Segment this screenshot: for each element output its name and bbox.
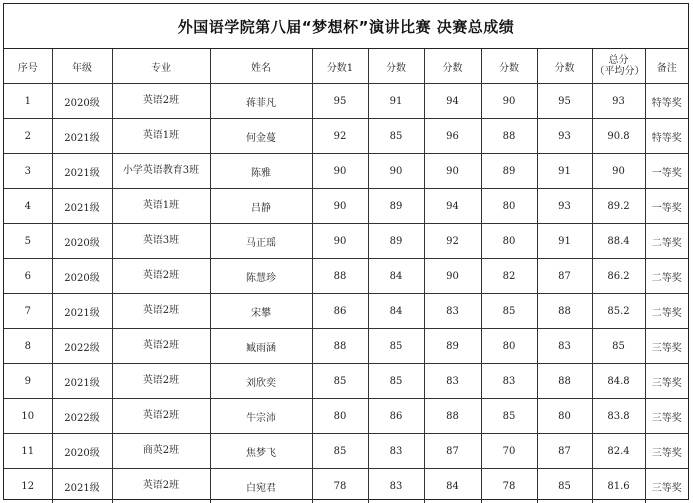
major-text: 英语1班 [143, 200, 179, 213]
cell-grade: 2020级 [52, 434, 112, 469]
cell-major [112, 469, 210, 503]
cell-index: 12 [4, 469, 52, 503]
cell-major [112, 189, 210, 224]
cell-major [112, 294, 210, 329]
cell-score5: 93 [537, 189, 592, 224]
cell-score1: 85 [312, 364, 368, 399]
cell-total: 89.2 [592, 189, 645, 224]
table-row [4, 84, 688, 119]
cell-score3: 90 [424, 259, 481, 294]
cell-major [112, 259, 210, 294]
cell-score1: 92 [312, 119, 368, 154]
cell-score3: 87 [424, 434, 481, 469]
cell-score5: 87 [537, 434, 592, 469]
cell-major [112, 329, 210, 364]
table-row [4, 469, 688, 503]
cell-grade: 2022级 [52, 329, 112, 364]
cell-score3: 84 [424, 469, 481, 503]
cell-score5: 95 [537, 84, 592, 119]
cell-index: 11 [4, 434, 52, 469]
header-score1: 分数1 [312, 49, 368, 84]
cell-score3: 83 [424, 294, 481, 329]
cell-score2: 91 [368, 84, 424, 119]
cell-score5: 93 [537, 119, 592, 154]
cell-index: 9 [4, 364, 52, 399]
cell-index: 10 [4, 399, 52, 434]
header-row [4, 49, 688, 84]
cell-grade: 2020级 [52, 259, 112, 294]
cell-name: 刘欣奕 [210, 364, 312, 399]
cell-total: 88.4 [592, 224, 645, 259]
cell-name: 吕静 [210, 189, 312, 224]
cell-index: 8 [4, 329, 52, 364]
cell-score2: 89 [368, 189, 424, 224]
cell-major [112, 224, 210, 259]
cell-remark: 二等奖 [645, 259, 688, 294]
cell-score4: 78 [481, 469, 537, 503]
header-major: 专业 [112, 49, 210, 84]
cell-major [112, 154, 210, 189]
cell-score4: 90 [481, 84, 537, 119]
table-row [4, 364, 688, 399]
major-text: 小学英语教育3班 [123, 165, 199, 178]
cell-grade: 2021级 [52, 294, 112, 329]
cell-score5: 85 [537, 469, 592, 503]
cell-index: 6 [4, 259, 52, 294]
major-text: 英语2班 [143, 270, 179, 283]
cell-score1: 78 [312, 469, 368, 503]
header-score5: 分数 [537, 49, 592, 84]
cell-grade: 2022级 [52, 399, 112, 434]
cell-score5: 80 [537, 399, 592, 434]
cell-score4: 89 [481, 154, 537, 189]
results-table [4, 49, 688, 503]
major-text: 商英2班 [143, 445, 179, 458]
page-title: 外国语学院第八届“梦想杯”演讲比赛 决赛总成绩 [4, 4, 688, 49]
cell-grade: 2020级 [52, 84, 112, 119]
cell-total: 90.8 [592, 119, 645, 154]
cell-grade: 2021级 [52, 154, 112, 189]
cell-score1: 86 [312, 294, 368, 329]
header-total [592, 49, 645, 84]
cell-name: 白宛君 [210, 469, 312, 503]
major-text: 英语2班 [143, 95, 179, 108]
cell-remark: 特等奖 [645, 119, 688, 154]
major-text: 英语3班 [143, 235, 179, 248]
cell-grade: 2021级 [52, 119, 112, 154]
cell-score4: 85 [481, 294, 537, 329]
cell-total: 85 [592, 329, 645, 364]
major-text: 英语1班 [143, 130, 179, 143]
cell-name: 陈慧珍 [210, 259, 312, 294]
cell-score2: 83 [368, 469, 424, 503]
cell-score1: 95 [312, 84, 368, 119]
header-index: 序号 [4, 49, 52, 84]
table-row [4, 154, 688, 189]
cell-score1: 85 [312, 434, 368, 469]
cell-score3: 94 [424, 84, 481, 119]
cell-score1: 88 [312, 329, 368, 364]
cell-name: 宋攀 [210, 294, 312, 329]
header-score2: 分数 [368, 49, 424, 84]
cell-score2: 84 [368, 294, 424, 329]
cell-total: 81.6 [592, 469, 645, 503]
cell-total: 83.8 [592, 399, 645, 434]
table-row [4, 119, 688, 154]
cell-score1: 90 [312, 189, 368, 224]
header-score4: 分数 [481, 49, 537, 84]
cell-score2: 86 [368, 399, 424, 434]
table-row [4, 329, 688, 364]
cell-major [112, 84, 210, 119]
cell-score3: 89 [424, 329, 481, 364]
results-body [4, 84, 688, 503]
major-text: 英语2班 [143, 410, 179, 423]
table-row [4, 259, 688, 294]
cell-score4: 82 [481, 259, 537, 294]
cell-score4: 70 [481, 434, 537, 469]
cell-index: 1 [4, 84, 52, 119]
cell-score2: 83 [368, 434, 424, 469]
cell-score4: 80 [481, 329, 537, 364]
header-score3: 分数 [424, 49, 481, 84]
cell-remark: 三等奖 [645, 434, 688, 469]
cell-score1: 88 [312, 259, 368, 294]
cell-index: 5 [4, 224, 52, 259]
cell-score4: 80 [481, 224, 537, 259]
cell-grade: 2021级 [52, 364, 112, 399]
cell-score5: 83 [537, 329, 592, 364]
cell-score3: 88 [424, 399, 481, 434]
cell-score4: 85 [481, 399, 537, 434]
cell-total: 93 [592, 84, 645, 119]
cell-total: 86.2 [592, 259, 645, 294]
cell-total: 82.4 [592, 434, 645, 469]
cell-remark: 二等奖 [645, 224, 688, 259]
cell-name: 蒋菲凡 [210, 84, 312, 119]
cell-score2: 85 [368, 119, 424, 154]
cell-score3: 90 [424, 154, 481, 189]
cell-score2: 85 [368, 329, 424, 364]
cell-grade: 2021级 [52, 469, 112, 503]
cell-major [112, 364, 210, 399]
cell-grade: 2020级 [52, 224, 112, 259]
cell-remark: 三等奖 [645, 364, 688, 399]
table-row [4, 189, 688, 224]
header-name: 姓名 [210, 49, 312, 84]
table-row [4, 434, 688, 469]
cell-score4: 88 [481, 119, 537, 154]
cell-grade: 2021级 [52, 189, 112, 224]
cell-name: 马正瑶 [210, 224, 312, 259]
cell-major [112, 434, 210, 469]
cell-index: 3 [4, 154, 52, 189]
cell-total: 84.8 [592, 364, 645, 399]
header-grade: 年级 [52, 49, 112, 84]
cell-score1: 90 [312, 224, 368, 259]
cell-score2: 85 [368, 364, 424, 399]
cell-score3: 83 [424, 364, 481, 399]
cell-score4: 83 [481, 364, 537, 399]
cell-score5: 88 [537, 294, 592, 329]
cell-score1: 90 [312, 154, 368, 189]
cell-score1: 80 [312, 399, 368, 434]
header-total-sub: （平均分） [595, 66, 643, 78]
cell-remark: 一等奖 [645, 189, 688, 224]
header-total-label: 总分 [595, 55, 643, 67]
table-row [4, 224, 688, 259]
cell-major [112, 399, 210, 434]
major-text: 英语2班 [143, 305, 179, 318]
cell-index: 2 [4, 119, 52, 154]
cell-index: 7 [4, 294, 52, 329]
cell-name: 何金蔓 [210, 119, 312, 154]
table-row [4, 399, 688, 434]
cell-remark: 二等奖 [645, 294, 688, 329]
cell-major [112, 119, 210, 154]
header-remark: 备注 [645, 49, 688, 84]
cell-remark: 三等奖 [645, 399, 688, 434]
cell-name: 焦梦飞 [210, 434, 312, 469]
cell-total: 90 [592, 154, 645, 189]
cell-score2: 84 [368, 259, 424, 294]
cell-name: 臧雨涵 [210, 329, 312, 364]
cell-remark: 三等奖 [645, 329, 688, 364]
cell-score3: 92 [424, 224, 481, 259]
cell-score2: 89 [368, 224, 424, 259]
major-text: 英语2班 [143, 480, 179, 493]
cell-score5: 91 [537, 154, 592, 189]
table-row [4, 294, 688, 329]
cell-remark: 特等奖 [645, 84, 688, 119]
major-text: 英语2班 [143, 340, 179, 353]
cell-score5: 87 [537, 259, 592, 294]
cell-score5: 91 [537, 224, 592, 259]
cell-score4: 80 [481, 189, 537, 224]
cell-score3: 96 [424, 119, 481, 154]
cell-score5: 88 [537, 364, 592, 399]
cell-score3: 94 [424, 189, 481, 224]
cell-name: 陈雅 [210, 154, 312, 189]
cell-total: 85.2 [592, 294, 645, 329]
results-sheet [3, 3, 689, 500]
cell-name: 牛宗沛 [210, 399, 312, 434]
major-text: 英语2班 [143, 375, 179, 388]
cell-score2: 90 [368, 154, 424, 189]
cell-remark: 一等奖 [645, 154, 688, 189]
cell-index: 4 [4, 189, 52, 224]
cell-remark: 三等奖 [645, 469, 688, 503]
